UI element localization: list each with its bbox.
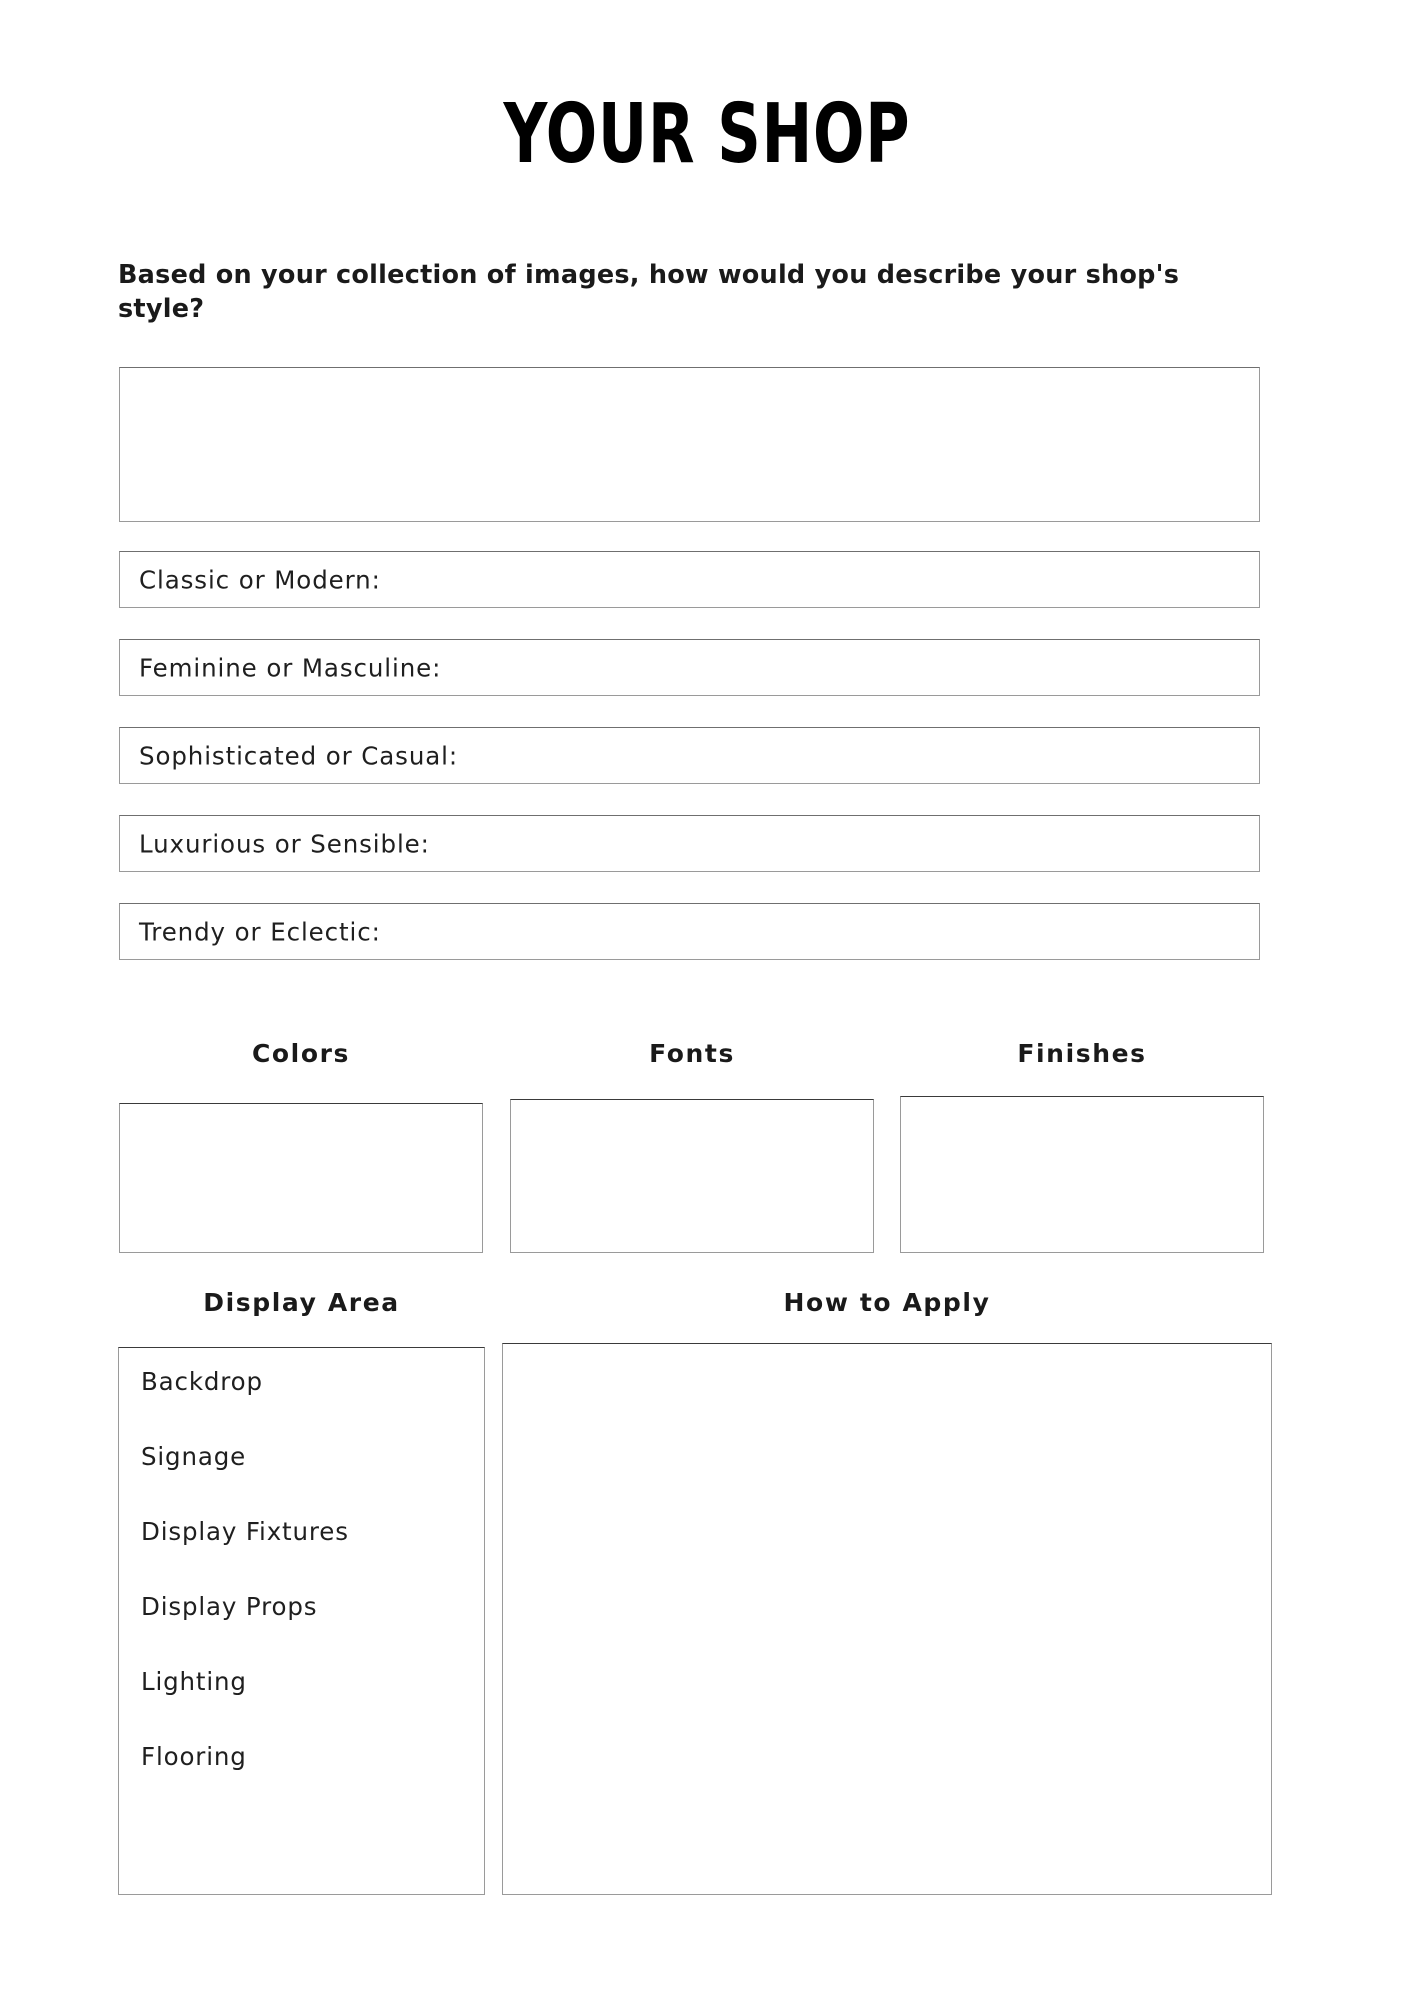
style-question-label: Based on your collection of images, how would you describe your shop's style? xyxy=(118,260,1180,324)
heading-display-area: Display Area xyxy=(203,1288,400,1317)
style-description-input[interactable] xyxy=(119,367,1260,522)
field-trendy-or-eclectic-label: Trendy or Eclectic: xyxy=(139,917,381,946)
field-feminine-or-masculine-label: Feminine or Masculine: xyxy=(139,653,442,682)
list-item[interactable]: Display Fixtures xyxy=(141,1517,349,1546)
field-feminine-or-masculine[interactable] xyxy=(119,639,1260,696)
page-title: YOUR SHOP xyxy=(503,87,911,182)
list-item[interactable]: Backdrop xyxy=(141,1367,263,1396)
field-luxurious-or-sensible-label: Luxurious or Sensible: xyxy=(139,829,430,858)
field-classic-or-modern-label: Classic or Modern: xyxy=(139,565,381,594)
how-to-apply-input[interactable] xyxy=(502,1343,1272,1895)
field-sophisticated-or-casual[interactable] xyxy=(119,727,1260,784)
display-area-list xyxy=(141,1367,474,1771)
heading-fonts: Fonts xyxy=(649,1039,735,1068)
heading-how-to-apply: How to Apply xyxy=(783,1288,991,1317)
heading-finishes: Finishes xyxy=(1017,1039,1147,1068)
field-sophisticated-or-casual-label: Sophisticated or Casual: xyxy=(139,741,459,770)
field-trendy-or-eclectic[interactable] xyxy=(119,903,1260,960)
list-item[interactable]: Flooring xyxy=(141,1742,247,1771)
list-item[interactable]: Display Props xyxy=(141,1592,318,1621)
field-luxurious-or-sensible[interactable] xyxy=(119,815,1260,872)
heading-colors: Colors xyxy=(251,1039,351,1068)
list-item[interactable]: Signage xyxy=(141,1442,247,1471)
display-area-box xyxy=(118,1347,485,1895)
finishes-input[interactable] xyxy=(900,1096,1264,1253)
field-classic-or-modern[interactable] xyxy=(119,551,1260,608)
fonts-input[interactable] xyxy=(510,1099,874,1253)
colors-input[interactable] xyxy=(119,1103,483,1253)
list-item[interactable]: Lighting xyxy=(141,1667,247,1696)
